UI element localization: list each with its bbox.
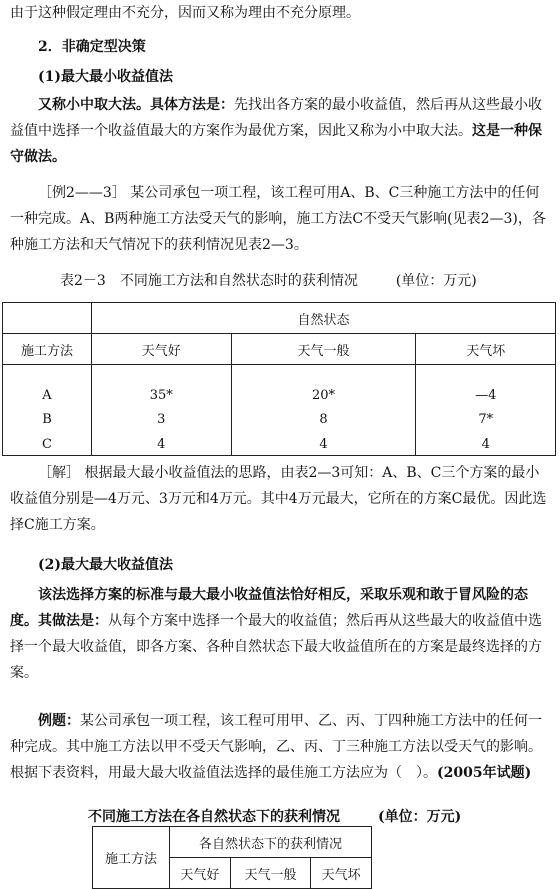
table1-header-group: 自然状态 — [92, 303, 556, 334]
p1-bold: 又称小中取大法。具体方法是： — [38, 97, 234, 113]
p2-bold: 该法选择方案的标准与最大最小收益值法恰好相反，采取乐观和敢于冒风险的态度。其做法是： — [10, 587, 528, 629]
table2 — [92, 826, 372, 889]
p2-text: 从每个方案中选择一个最大的收益值；然后再从这些最大的收益值中选择一个最大收益值，即各方案、各种自然状态下最大收益值所在的方案是最终选择的方案。 — [10, 613, 542, 681]
table1-row-c-v0: 4 — [92, 433, 232, 456]
table1-col-1: 天气一般 — [231, 334, 416, 365]
example-label: ［例2——3］ — [38, 185, 126, 201]
table2-title: 不同施工方法在各自然状态下的获利情况 — [88, 809, 340, 825]
table2-row-header: 施工方法 — [93, 827, 170, 889]
table1-row-b-name: B — [3, 405, 92, 433]
table1-row-a-v2: —4 — [416, 385, 556, 405]
solution-paragraph — [10, 460, 550, 538]
example-paragraph-2 — [10, 708, 550, 786]
table1-row-b-v1: 8 — [231, 405, 416, 433]
table1-row-c-v2: 4 — [416, 433, 556, 456]
table1-col-0: 天气好 — [92, 334, 232, 365]
table1-row-a-v1: 20* — [231, 385, 416, 405]
table1-col-2: 天气坏 — [416, 334, 556, 365]
table1-row-b-v0: 3 — [92, 405, 232, 433]
table2-col-1: 天气一般 — [230, 858, 310, 889]
solution-text: 根据最大最小收益值法的思路，由表2—3可知：A、B、C三个方案的最小收益值分别是—4万元、3万元和4万元。其中4万元最大，它所在的方案C最优。因此选择C施工方案。 — [10, 465, 547, 533]
table1-row-header: 施工方法 — [3, 334, 92, 365]
table2-col-2: 天气坏 — [311, 858, 372, 889]
example2-year: (2005年试题) — [437, 765, 532, 781]
subsection-heading-2: (2)最大最大收益值法 — [38, 557, 173, 573]
table1-row-c-name: C — [3, 433, 92, 456]
subsection-heading-1: (1)最大最小收益值法 — [38, 69, 173, 85]
table1-row-a-v0: 35* — [92, 385, 232, 405]
section-heading: 2．非确定型决策 — [38, 39, 146, 55]
paragraph-method-2 — [10, 582, 550, 686]
example-paragraph-1 — [10, 180, 550, 258]
table2-unit: (单位：万元) — [378, 809, 462, 825]
table1-title: 表2－3 不同施工方法和自然状态时的获利情况 — [60, 273, 358, 289]
table1-unit: (单位：万元) — [395, 273, 477, 289]
table1-corner — [3, 303, 92, 334]
text-line-top: 由于这种假定理由不充分，因而又称为理由不充分原理。 — [10, 5, 360, 21]
paragraph-method-1 — [10, 92, 550, 170]
p1-bold-2: 这是一种保守做法。 — [10, 123, 542, 165]
table2-header-group: 各自然状态下的获利情况 — [170, 827, 372, 858]
table1-spacer — [3, 365, 92, 386]
p1-text: 先找出各方案的最小收益值，然后再从这些最小收益值中选择一个收益值最大的方案作为最优方案，因此又称为小中取大法。 — [10, 97, 542, 139]
table1-row-c-v1: 4 — [231, 433, 416, 456]
solution-label: ［解］ — [38, 465, 80, 481]
table1 — [2, 302, 556, 456]
example2-label: 例题： — [38, 713, 80, 729]
table1-row-a-name: A — [3, 385, 92, 405]
table2-caption — [88, 806, 461, 826]
example2-text: 某公司承包一项工程，该工程可用甲、乙、丙、丁四种施工方法中的任何一种完成。其中施工方法以甲不受天气影响，乙、丙、丁三种施工方法以受天气的影响。根据下表资料，用最大最大收益值法选择的最佳施工方法应为（ ）。 — [10, 713, 542, 781]
example-text: 某公司承包一项工程，该工程可用A、B、C三种施工方法中的任何一种完成。A、B两种施工方法受天气的影响，施工方法C不受天气影响(见表2—3)，各种施工方法和天气情况下的获利情况见表2—3。 — [10, 185, 546, 253]
table2-col-0: 天气好 — [170, 858, 231, 889]
table1-row-b-v2: 7* — [416, 405, 556, 433]
table1-caption — [60, 270, 477, 290]
